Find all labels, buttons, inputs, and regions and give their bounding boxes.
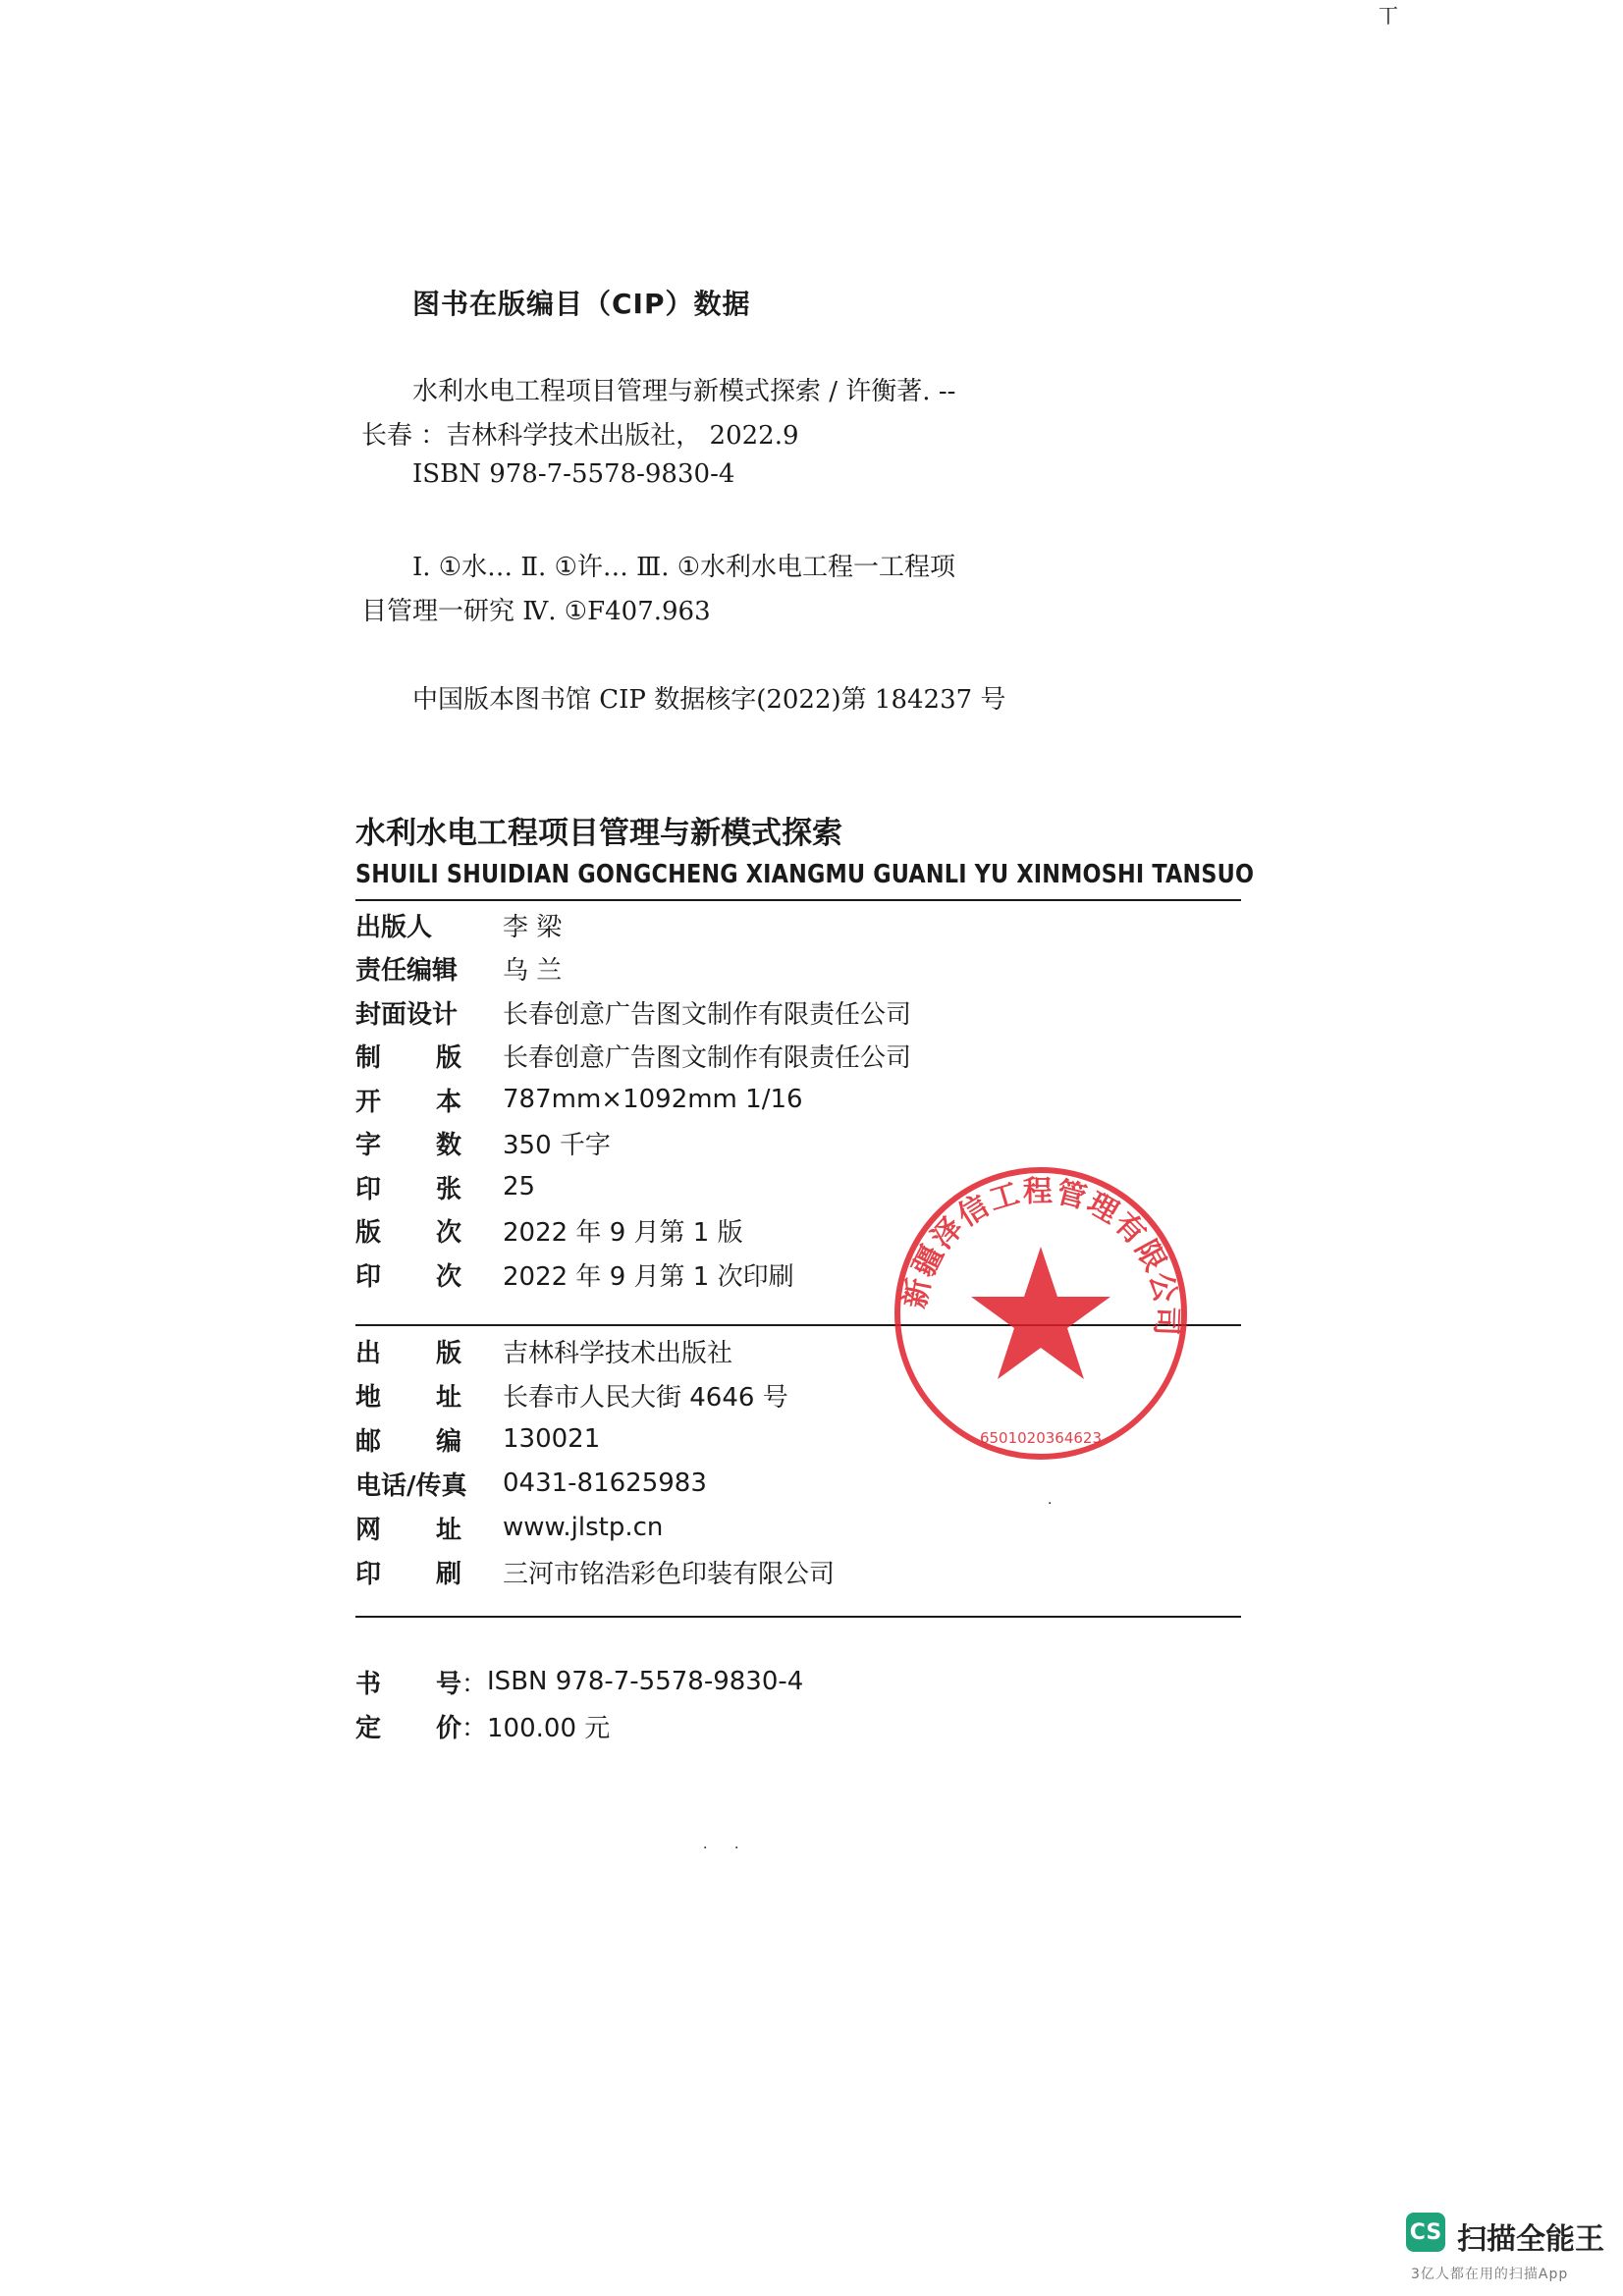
publication-info-row xyxy=(355,1124,611,1163)
row-label: 印 刷 xyxy=(355,1559,461,1589)
row-value: www.jlstp.cn xyxy=(503,1513,664,1542)
row-value: 李 梁 xyxy=(503,912,563,942)
row-label: 定 价 xyxy=(355,1713,461,1743)
book-pinyin: SHUILI SHUIDIAN GONGCHENG XIANGMU GUANLI YU XINMOSHI TANSUO xyxy=(355,860,1255,889)
seal-text: 新疆泽信工程管理有限公司 xyxy=(897,1174,1184,1339)
row-value: 乌 兰 xyxy=(503,956,563,986)
price-info-row xyxy=(355,1662,803,1701)
row-value: 25 xyxy=(503,1172,536,1201)
row-label: 印 次 xyxy=(355,1261,461,1292)
company-seal xyxy=(889,1156,1193,1470)
row-value: 长春创意广告图文制作有限责任公司 xyxy=(503,999,912,1030)
row-value: 0431-81625983 xyxy=(503,1468,707,1498)
row-value: 787mm×1092mm 1/16 xyxy=(503,1085,803,1114)
publication-info-row xyxy=(355,1211,743,1251)
row-label: 制 版 xyxy=(355,1043,461,1073)
publication-info-row xyxy=(355,1167,535,1206)
publisher-info-row xyxy=(355,1331,732,1370)
publication-info-row xyxy=(355,992,911,1032)
speck: · xyxy=(734,1841,739,1856)
publisher-info-row xyxy=(355,1464,707,1503)
scanner-slogan: 3亿人都在用的扫描App xyxy=(1411,2267,1569,2282)
row-label: 邮 编 xyxy=(355,1426,461,1457)
publisher-info-row xyxy=(355,1419,600,1459)
scanner-app-name: 扫描全能王 xyxy=(1457,2222,1604,2257)
cip-line: Ⅰ. ①水… Ⅱ. ①许… Ⅲ. ①水利水电工程一工程项 xyxy=(412,553,956,582)
row-colon: ： xyxy=(461,1669,488,1699)
row-value: 吉林科学技术出版社 xyxy=(503,1338,733,1368)
speck: · xyxy=(1048,1496,1053,1512)
row-label: 出版人 xyxy=(355,912,433,942)
row-label: 地 址 xyxy=(355,1382,461,1413)
seal-star-icon xyxy=(971,1247,1110,1379)
row-label: 开 本 xyxy=(355,1087,461,1117)
row-label: 字 数 xyxy=(355,1131,461,1160)
row-label: 封面设计 xyxy=(355,999,459,1030)
publication-info-row xyxy=(355,1080,803,1119)
corner-mark: 丅 xyxy=(1379,4,1398,27)
row-value: 130021 xyxy=(503,1424,601,1454)
cip-line: 水利水电工程项目管理与新模式探索 / 许衡著. -- xyxy=(412,377,956,406)
row-colon: ： xyxy=(461,1713,488,1743)
divider xyxy=(355,1616,1241,1618)
cip-line: 中国版本图书馆 CIP 数据核字(2022)第 184237 号 xyxy=(412,685,1006,715)
row-label: 版 次 xyxy=(355,1218,461,1248)
scanner-logo: CS xyxy=(1406,2213,1445,2252)
row-label: 出 版 xyxy=(355,1338,461,1368)
publication-info-row xyxy=(355,949,562,988)
publisher-info-row xyxy=(355,1508,663,1547)
row-value: 三河市铭浩彩色印装有限公司 xyxy=(503,1559,836,1589)
book-title: 水利水电工程项目管理与新模式探索 xyxy=(355,816,842,851)
cip-line: ISBN 978-7-5578-9830-4 xyxy=(412,459,735,489)
row-label: 书 号 xyxy=(355,1669,461,1699)
row-value: 长春市人民大街 4646 号 xyxy=(503,1382,788,1413)
row-value: 2022 年 9 月第 1 版 xyxy=(503,1218,743,1248)
cip-line: 目管理一研究 Ⅳ. ①F407.963 xyxy=(361,597,711,626)
row-label: 电话/传真 xyxy=(355,1470,467,1501)
speck: · xyxy=(703,1841,708,1856)
divider xyxy=(355,899,1241,901)
publisher-info-row xyxy=(355,1375,788,1415)
row-value: 350 千字 xyxy=(503,1131,611,1160)
cip-title: 图书在版编目（CIP）数据 xyxy=(412,288,751,320)
price-info-row xyxy=(355,1706,610,1745)
publisher-info-row xyxy=(355,1552,835,1591)
row-label: 网 址 xyxy=(355,1515,461,1545)
seal-number: 6501020364623 xyxy=(979,1429,1103,1447)
row-value: 100.00 元 xyxy=(487,1713,611,1743)
row-value: 2022 年 9 月第 1 次印刷 xyxy=(503,1261,794,1292)
publication-info-row xyxy=(355,905,562,944)
row-label: 印 张 xyxy=(355,1174,461,1204)
cip-line: 长春 ：吉林科学技术出版社， 2022.9 xyxy=(361,421,799,451)
row-value: ISBN 978-7-5578-9830-4 xyxy=(487,1667,804,1696)
publication-info-row xyxy=(355,1037,911,1076)
publication-info-row xyxy=(355,1255,794,1294)
row-value: 长春创意广告图文制作有限责任公司 xyxy=(503,1043,912,1073)
row-label: 责任编辑 xyxy=(355,956,459,986)
